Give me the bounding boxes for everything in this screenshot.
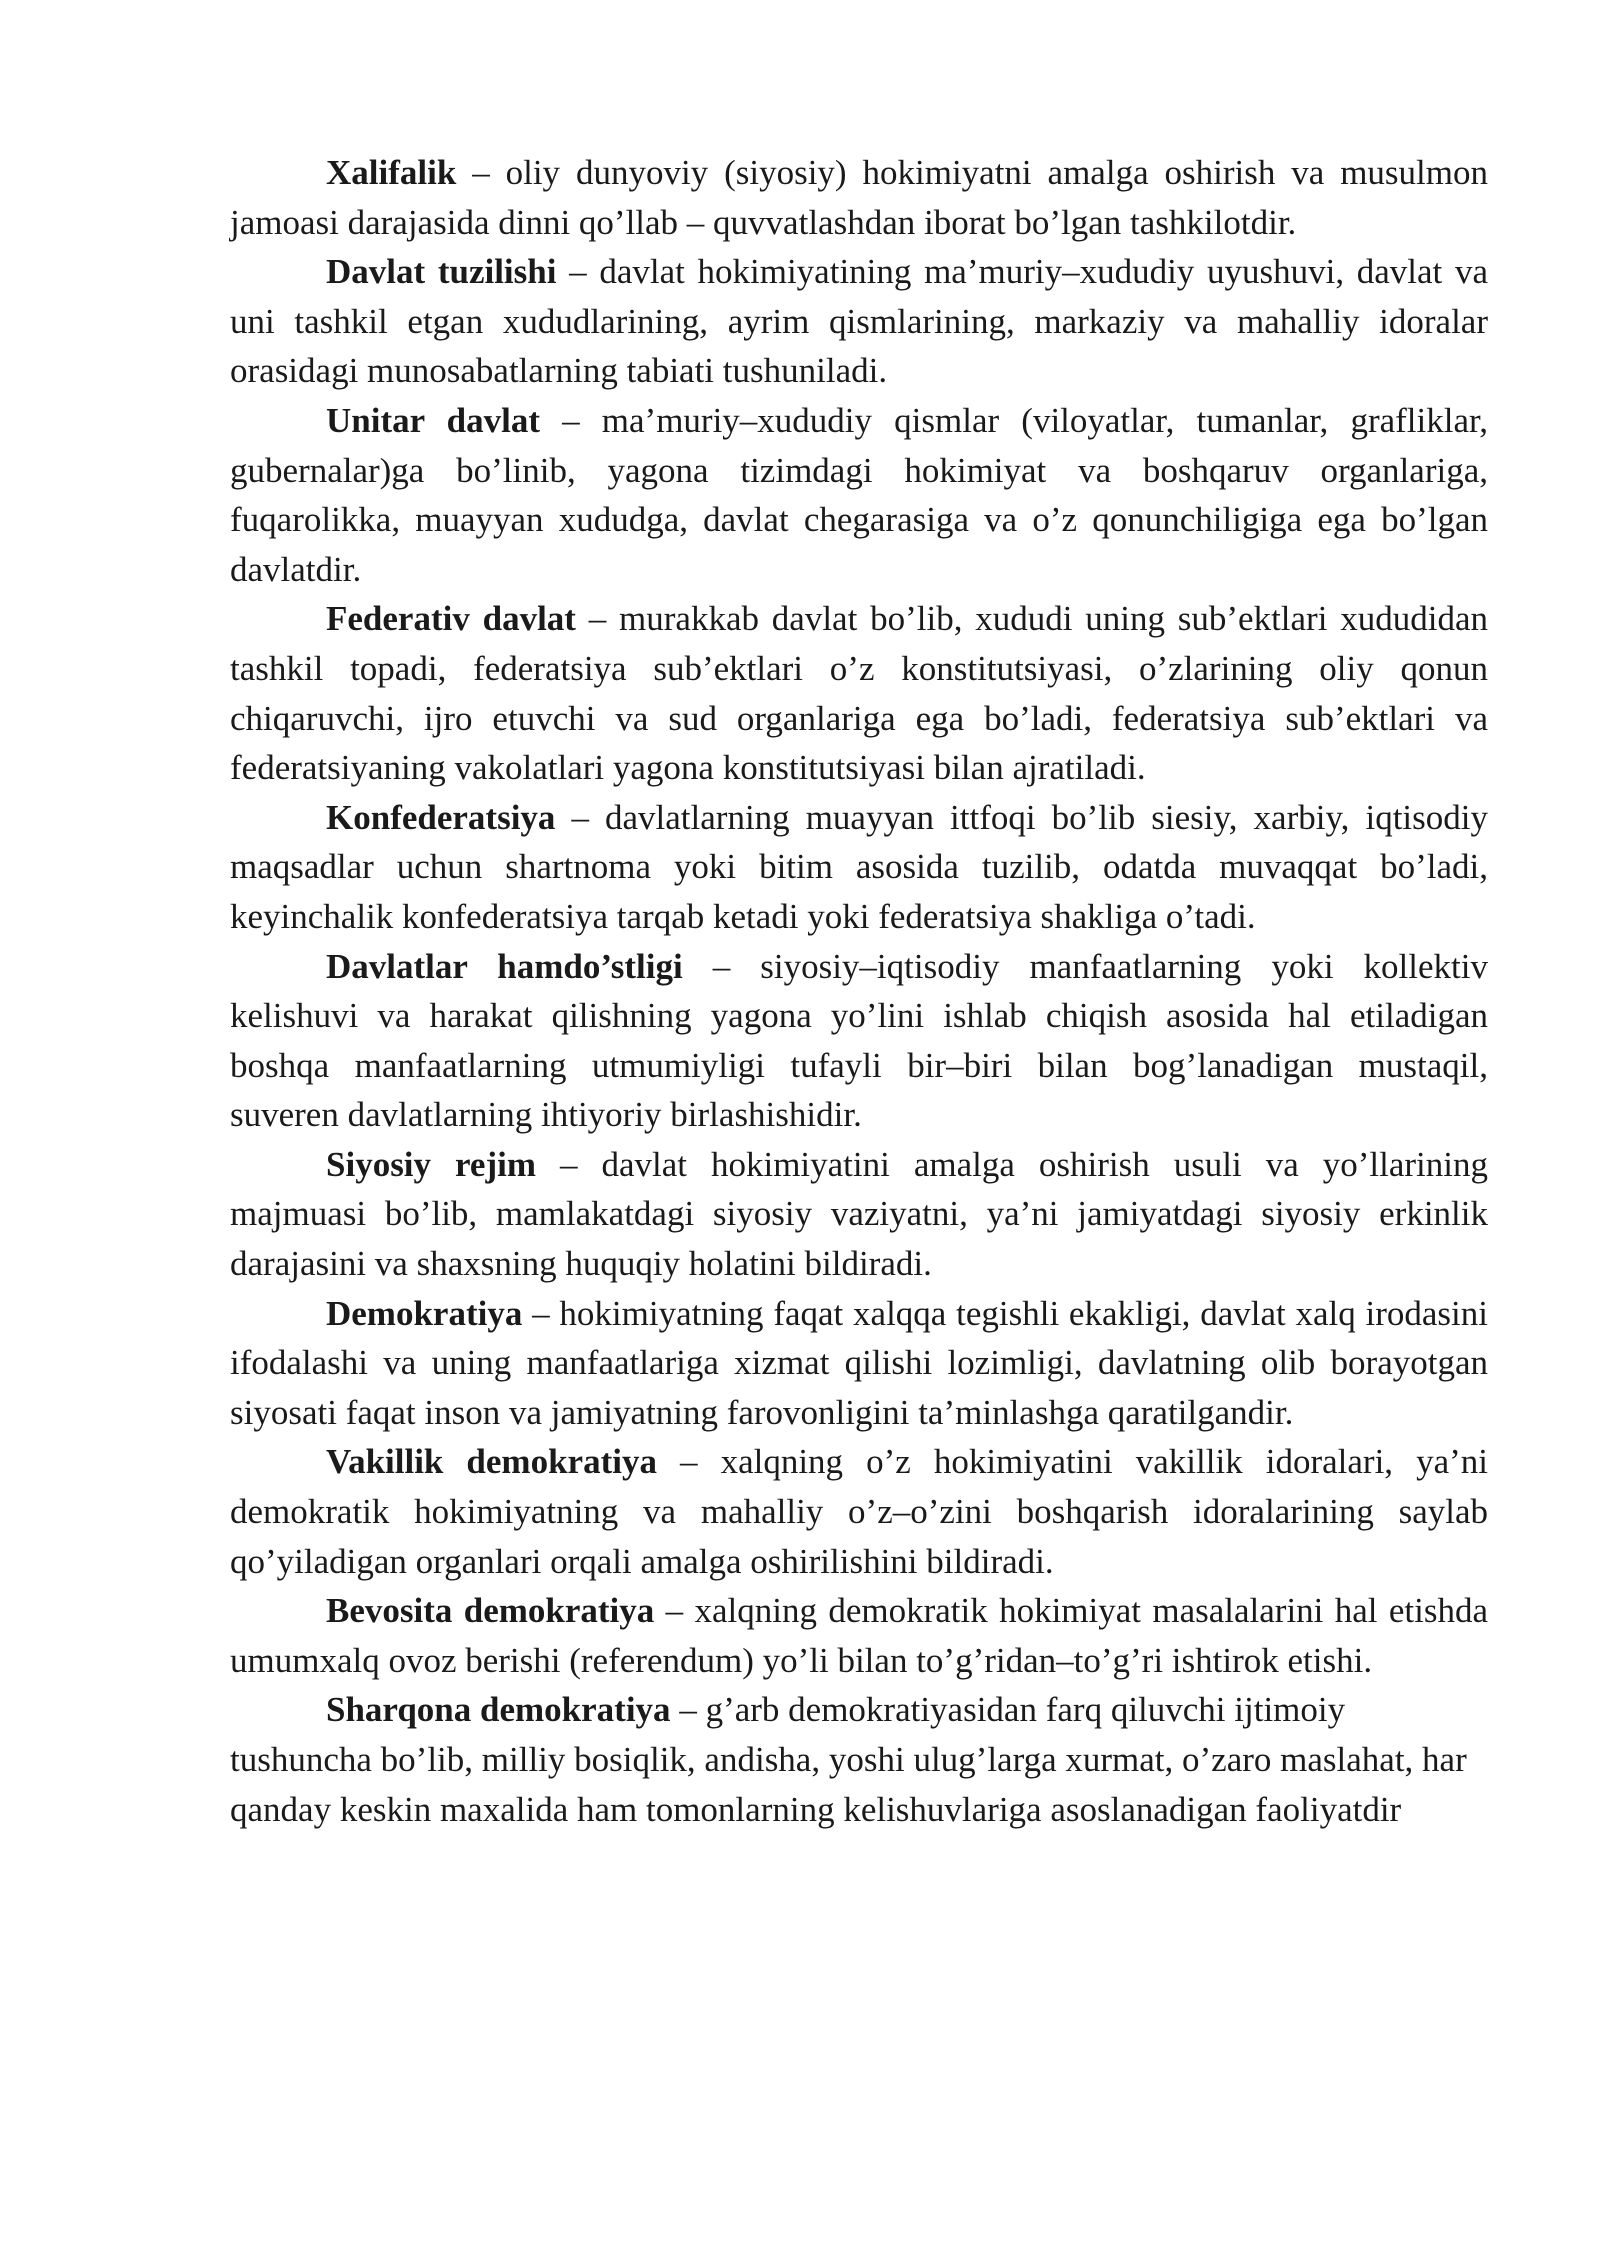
entry-term: Federativ davlat bbox=[326, 599, 576, 639]
entry-definition: – xalqning o’z hokimiyatini vakillik idoralari, ya’ni demokratik hokimiyatning va mahalliy o’z–o’zini boshqarish idoralarining saylab qo’yiladigan organlari orqali amalga oshirilishini bildiradi. bbox=[230, 1442, 1488, 1581]
entry-definition: – murakkab davlat bo’lib, xududi uning sub’ektlari xududidan tashkil topadi, federatsiya sub’ektlari o’z konstitutsiyasi, o’zlarining oliy qonun chiqaruvchi, ijro etuvchi va sud organlariga ega bo’ladi, federatsiya sub’ektlari va federatsiyaning vakolatlari yagona konstitutsiyasi bilan ajratiladi. bbox=[230, 599, 1488, 788]
glossary-entry bbox=[230, 942, 1488, 1140]
document-page bbox=[230, 148, 1488, 1834]
entry-term: Davlat tuzilishi bbox=[326, 252, 557, 292]
entry-term: Bevosita demokratiya bbox=[326, 1591, 655, 1631]
entry-term: Demokratiya bbox=[326, 1293, 523, 1333]
glossary-entry bbox=[230, 148, 1488, 247]
entry-term: Sharqona demokratiya bbox=[326, 1690, 671, 1730]
entry-term: Xalifalik bbox=[326, 153, 457, 192]
entry-definition: – oliy dunyoviy (siyosiy) hokimiyatni amalga oshirish va musulmon jamoasi darajasida dinni qo’llab – quvvatlashdan iborat bo’lgan tashkilotdir. bbox=[230, 153, 1488, 242]
entry-term: Unitar davlat bbox=[326, 400, 541, 440]
glossary-entry bbox=[230, 793, 1488, 942]
glossary-entry bbox=[230, 1586, 1488, 1685]
entry-term: Davlatlar hamdo’stligi bbox=[326, 946, 683, 986]
entry-definition: – xalqning demokratik hokimiyat masalalarini hal etishda umumxalq ovoz berishi (referendum) yo’li bilan to’g’ridan–to’g’ri ishtirok etishi. bbox=[230, 1591, 1488, 1680]
glossary-entry bbox=[230, 1685, 1488, 1834]
entry-term: Konfederatsiya bbox=[326, 797, 556, 837]
entry-definition: – g’arb demokratiyasidan farq qiluvchi ijtimoiy tushuncha bo’lib, milliy bosiqlik, andisha, yoshi ulug’larga xurmat, o’zaro maslahat, har qanday keskin maxalida ham tomonlarning kelishuvlariga asoslanadigan faoliyatdir bbox=[230, 1690, 1467, 1829]
entry-definition: – hokimiyatning faqat xalqqa tegishli ekakligi, davlat xalq irodasini ifodalashi va uning manfaatlariga xizmat qilishi lozimligi, davlatning olib borayotgan siyosati faqat inson va jamiyatning farovonligini ta’minlashga qaratilgandir. bbox=[230, 1293, 1488, 1432]
glossary-entry bbox=[230, 1289, 1488, 1438]
glossary-entry bbox=[230, 1437, 1488, 1586]
glossary-entry bbox=[230, 594, 1488, 792]
glossary-entry bbox=[230, 247, 1488, 396]
entry-definition: – davlatlarning muayyan ittfoqi bo’lib siesiy, xarbiy, iqtisodiy maqsadlar uchun shartnoma yoki bitim asosida tuzilib, odatda muvaqqat bo’ladi, keyinchalik konfederatsiya tarqab ketadi yoki federatsiya shakliga o’tadi. bbox=[230, 797, 1488, 936]
glossary-entry bbox=[230, 396, 1488, 594]
entry-definition: – davlat hokimiyatini amalga oshirish usuli va yo’llarining majmuasi bo’lib, mamlakatdagi siyosiy vaziyatni, ya’ni jamiyatdagi siyosiy erkinlik darajasini va shaxsning huquqiy holatini bildiradi. bbox=[230, 1144, 1489, 1284]
entry-term: Vakillik demokratiya bbox=[326, 1442, 657, 1482]
entry-term: Siyosiy rejim bbox=[326, 1144, 536, 1184]
entry-definition: – davlat hokimiyatining ma’muriy–xududiy uyushuvi, davlat va uni tashkil etgan xududlarining, ayrim qismlarining, markaziy va mahalliy idoralar orasidagi munosabatlarning tabiati tushuniladi. bbox=[230, 252, 1488, 391]
entry-definition: – ma’muriy–xududiy qismlar (viloyatlar, tumanlar, grafliklar, gubernalar)ga bo’linib, yagona tizimdagi hokimiyat va boshqaruv organlariga, fuqarolikka, muayyan xududga, davlat chegarasiga va o’z qonunchiligiga ega bo’lgan davlatdir. bbox=[230, 400, 1488, 589]
entry-definition: – siyosiy–iqtisodiy manfaatlarning yoki kollektiv kelishuvi va harakat qilishning yagona yo’lini ishlab chiqish asosida hal etiladigan boshqa manfaatlarning utmumiyligi tufayli bir–biri bilan bog’lanadigan mustaqil, suveren davlatlarning ihtiyoriy birlashishidir. bbox=[230, 946, 1488, 1135]
glossary-entry bbox=[230, 1140, 1488, 1289]
